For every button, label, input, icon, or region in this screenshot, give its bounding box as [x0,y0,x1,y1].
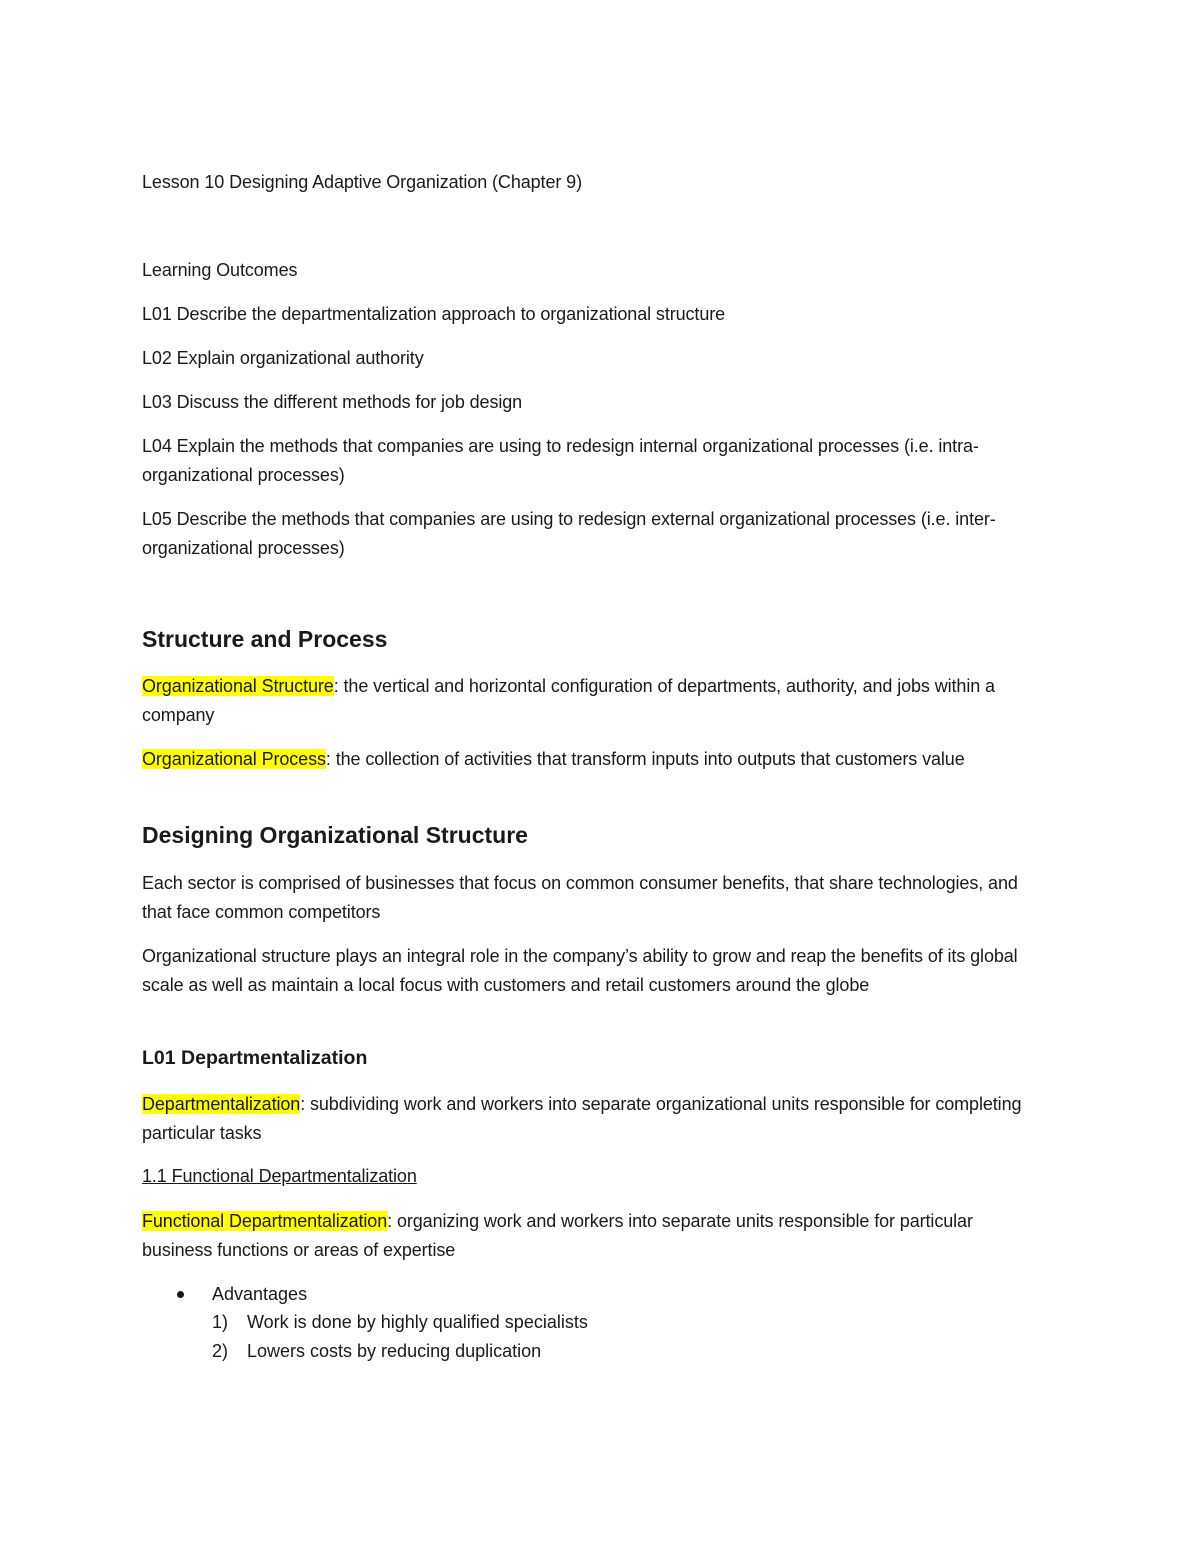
learning-outcome-item: L03 Discuss the different methods for job design [142,392,523,412]
learning-outcomes-heading: Learning Outcomes [142,260,298,280]
learning-outcome-item: L05 Describe the methods that companies are using to redesign external organizational processes (i.e. inter-organizational processes) [142,509,996,558]
learning-outcome-item: L04 Explain the methods that companies are using to redesign internal organizational processes (i.e. intra-organizational processes) [142,436,979,485]
definition-paragraph [142,672,1047,729]
highlighted-term: Organizational Process [142,749,326,769]
underlined-subheading: 1.1 Functional Departmentalization [142,1166,417,1186]
learning-outcome-item: L02 Explain organizational authority [142,348,424,368]
bullet-item [142,1280,742,1308]
definition-text: : organizing work and workers into separate units responsible for particular business functions or areas of expertise [142,1211,973,1260]
bullet-icon [177,1291,184,1298]
highlighted-term: Departmentalization [142,1094,301,1114]
definition-text: : the vertical and horizontal configuration of departments, authority, and jobs within a company [142,676,995,725]
bullet-text: Advantages [212,1284,308,1304]
definition-paragraph [142,745,1047,774]
highlighted-term: Organizational Structure [142,676,334,696]
body-paragraph: Each sector is comprised of businesses that focus on common consumer benefits, that share technologies, and that face common competitors [142,873,1018,922]
learning-outcome-item: L01 Describe the departmentalization approach to organizational structure [142,304,726,324]
section-heading: Designing Organizational Structure [142,822,528,848]
number-label: 1) [212,1312,229,1332]
numbered-item [212,1337,812,1365]
number-label: 2) [212,1341,229,1361]
definition-paragraph [142,1207,1047,1264]
body-paragraph: Organizational structure plays an integral role in the company’s ability to grow and reap the benefits of its global scale as well as maintain a local focus with customers and retail customers around the globe [142,946,1018,995]
definition-text: : subdividing work and workers into separate organizational units responsible for completing particular tasks [142,1094,1022,1143]
document-title: Lesson 10 Designing Adaptive Organization (Chapter 9) [142,172,582,192]
subsection-heading: L01 Departmentalization [142,1047,368,1069]
definition-text: : the collection of activities that transform inputs into outputs that customers value [325,749,965,769]
definition-paragraph [142,1090,1047,1147]
numbered-text: Work is done by highly qualified specialists [247,1312,588,1332]
numbered-item [212,1308,812,1336]
section-heading: Structure and Process [142,626,388,652]
numbered-text: Lowers costs by reducing duplication [247,1341,542,1361]
highlighted-term: Functional Departmentalization [142,1211,388,1231]
